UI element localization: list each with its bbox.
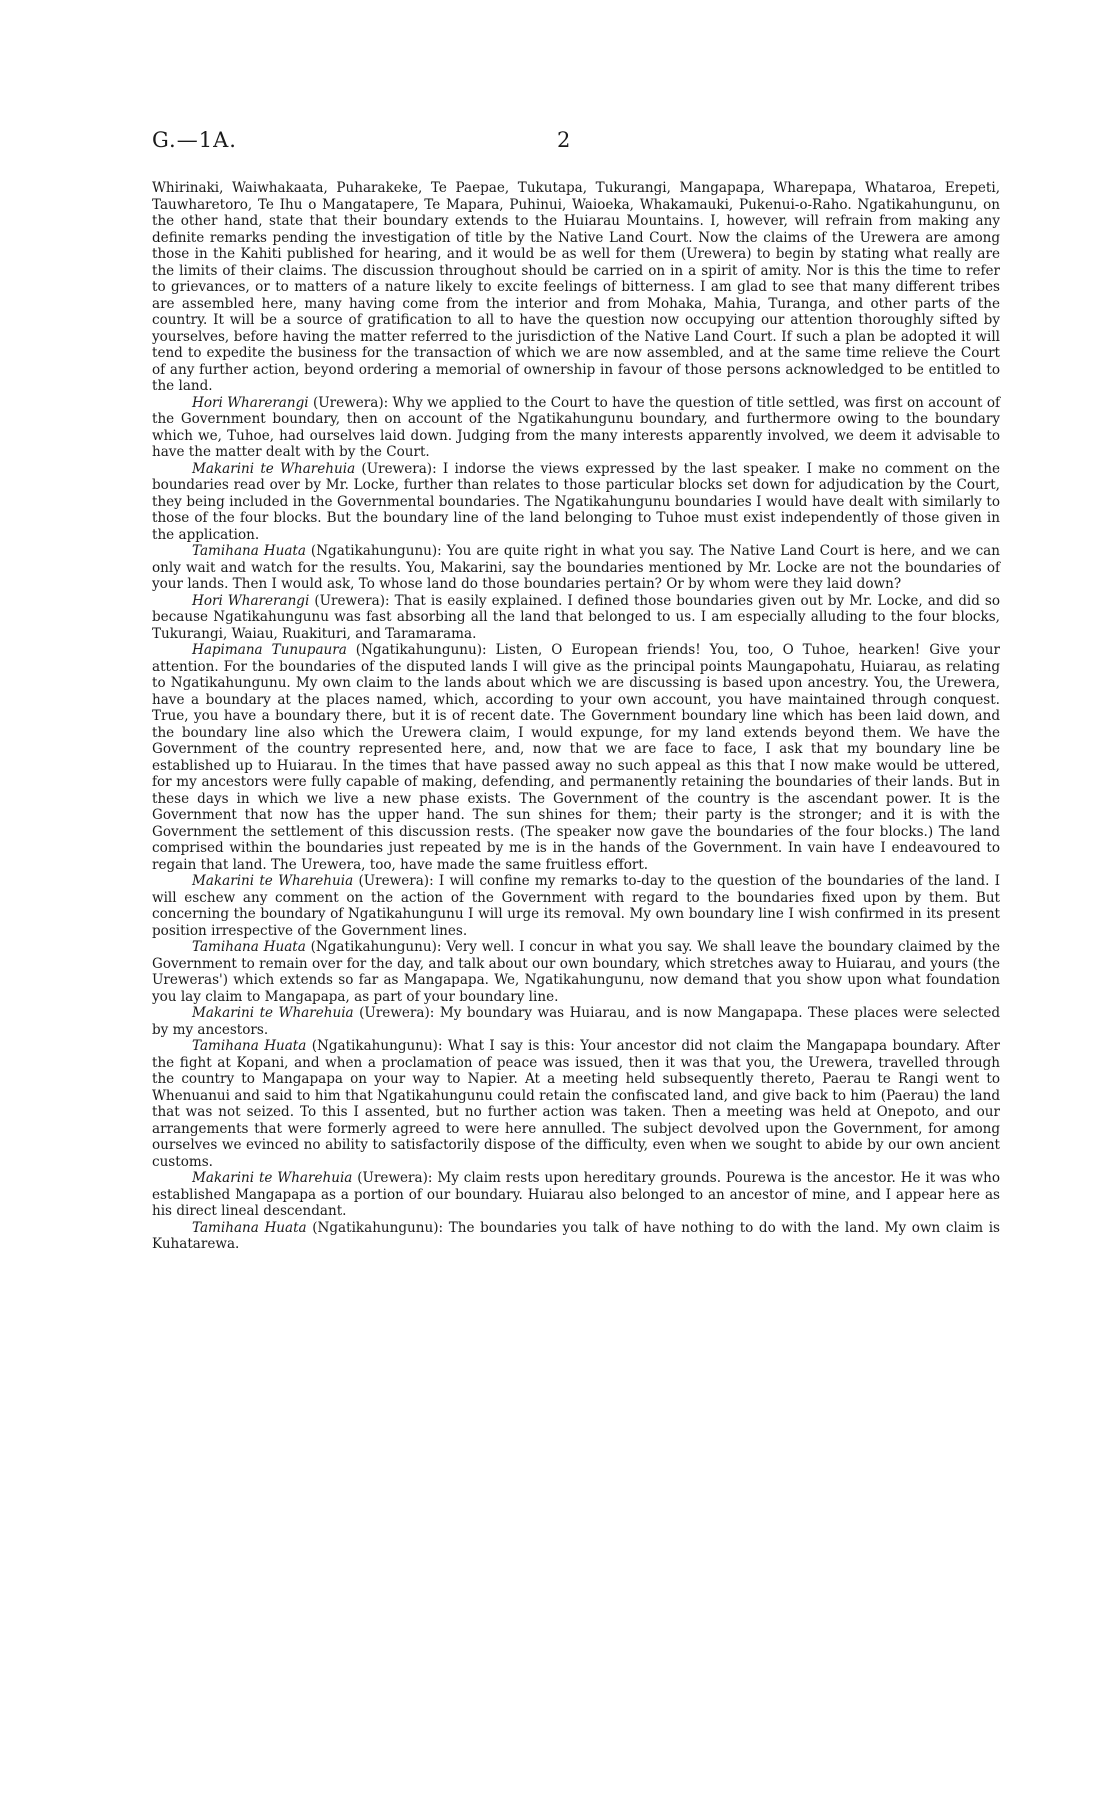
speaker-tribe: (Urewera): (358, 873, 434, 889)
speaker-tribe: (Ngatikahungunu): (310, 543, 442, 559)
page-header (152, 128, 982, 154)
speaker-tribe: (Urewera): (357, 1170, 433, 1186)
speech-text: Why we applied to the Court to have the question of title settled, was first on account of the Government boundary, then on account of the Ngatikahungunu boundary, and furthermore owing to the boundary which we, Tuhoe, had ourselves laid down. Judging from the many interests apparently involved, we deem it advisable to have the matter dealt with by the Court. (152, 394, 1000, 460)
speech-text: My claim rests upon hereditary grounds. Pourewa is the ancestor. He it was who established Mangapapa as a portion of our boundary. Huiarau also belonged to an ancestor of mine, and I appear here as his direct lineal descendant. (152, 1170, 1001, 1219)
speech-paragraph (152, 1005, 1000, 1038)
document-reference: G.—1A. (152, 128, 237, 152)
speech-paragraph (152, 461, 1000, 544)
speaker-tribe: (Urewera): (314, 592, 390, 609)
speech-paragraph (152, 873, 1000, 939)
speech-text: I will confine my remarks to-day to the question of the boundaries of the land. I will eschew any comment on the action of the Government with regard to the boundaries fixed upon by them. But concerning the boundary of Ngatikahungunu I will urge its removal. My own boundary line I wish confirmed in its present position irrespective of the Government lines. (152, 873, 1000, 939)
speaker-name: Tamihana Huata (192, 939, 306, 955)
speaker-name: Tamihana Huata (192, 1219, 307, 1236)
speaker-tribe: (Urewera): (312, 394, 389, 411)
speech-text: The boundaries you talk of have nothing to do with the land. My own claim is Kuhatarewa. (152, 1219, 1000, 1252)
speech-text: You are quite right in what you say. The Native Land Court is here, and we can only wait and watch for the results. You, Makarini, say the boundaries mentioned by Mr. Locke are not the boundaries of your lands. Then I would ask, To whose land do those boundaries pertain? Or by whom were they laid down? (152, 543, 1000, 592)
page-number: 2 (557, 128, 571, 152)
speaker-name: Makarini te Wharehuia (192, 1170, 353, 1186)
speech-paragraph (152, 1220, 1000, 1253)
speech-paragraph (152, 939, 1000, 1005)
speaker-tribe: (Ngatikahungunu): (310, 939, 442, 955)
speaker-tribe: (Ngatikahungunu): (311, 1038, 443, 1054)
speech-paragraph (152, 642, 1000, 873)
speaker-tribe: (Ngatikahungunu): (312, 1219, 444, 1236)
speech-text: That is easily explained. I defined those boundaries given out by Mr. Locke, and did so because Ngatikahungunu was fast absorbing all the land that belonged to us. I am especially alluding to the four blocks, Tukurangi, Waiau, Ruakituri, and Taramarama. (152, 592, 1001, 642)
speaker-name: Hori Wharerangi (192, 592, 310, 609)
speech-paragraph (152, 1038, 1000, 1170)
speech-text: I indorse the views expressed by the last speaker. I make no comment on the boundaries read over by Mr. Locke, further than relates to those particular blocks set down for adjudication by the Court, they being included in the Governmental boundaries. The Ngatikahungunu boundaries I would have dealt with similarly to those of the four blocks. But the boundary line of the land belonging to Tuhoe must exist independently of those given in the application. (152, 460, 1000, 543)
speech-paragraph (152, 593, 1000, 643)
speech-text: Listen, O European friends! You, too, O Tuhoe, hearken! Give your attention. For the boundaries of the disputed lands I will give as the principal points Maungapohatu, Huiarau, as relating to Ngatikahungunu. My own claim to the lands about which we are discussing is based upon ancestry. You, the Urewera, have a boundary at the places named, which, according to your own account, you have maintained through conquest. True, you have a boundary there, but it is of recent date. The Government boundary line which has been laid down, and the boundary line also which the Urewera claim, I would expunge, for my land extends beyond them. We have the Government of the country represented here, and, now that we are face to face, I ask that my boundary line be established up to Huiarau. In the times that have passed away no such appeal as this that I now make would be uttered, for my ancestors were fully capable of making, defending, and permanently retaining the boundaries of their lands. But in these days in which we live a new phase exists. The Government of the country is the ascendant power. It is the Government that now has the upper hand. The sun shines for them; their party is the stronger; and it is with the Government the settlement of this discussion rests. (The speaker now gave the boundaries of the four blocks.) The land comprised within the boundaries just repeated by me is in the hands of the Government. In vain have I endeavoured to regain that land. The Urewera, too, have made the same fruitless effort. (152, 642, 1000, 873)
document-body (152, 180, 1000, 1253)
speaker-tribe: (Ngatikahungunu): (355, 642, 487, 658)
speech-paragraph (152, 395, 1000, 461)
speech-paragraph (152, 543, 1000, 593)
speaker-name: Tamihana Huata (192, 543, 306, 559)
speaker-tribe: (Urewera): (359, 1005, 435, 1021)
speaker-name: Hapimana Tunupaura (192, 642, 347, 658)
speech-text: My boundary was Huiarau, and is now Mangapapa. These places were selected by my ancestors. (152, 1005, 1001, 1038)
speech-paragraph (152, 1170, 1000, 1220)
opening-paragraph: Whirinaki, Waiwhakaata, Puharakeke, Te Paepae, Tukutapa, Tukurangi, Mangapapa, Wharepapa, Whataroa, Erepeti, Tauwharetoro, Te Ihu o Mangatapere, Te Mapara, Puhinui, Waioeka, Whakamauki, Pukenui-o-Raho. Ngatikahungunu, on the other hand, state that their boundary extends to the Huiarau Mountains. I, however, will refrain from making any definite remarks pending the investigation of title by the Native Land Court. Now the claims of the Urewera are among those in the Kahiti published for hearing, and it would be as well for them (Urewera) to begin by stating what really are the limits of their claims. The discussion throughout should be carried on in a spirit of amity. Nor is this the time to refer to grievances, or to matters of a nature likely to excite feelings of bitterness. I am glad to see that many different tribes are assembled here, many having come from the interior and from Mohaka, Mahia, Turanga, and other parts of the country. It will be a source of gratification to all to have the question now occupying our attention thoroughly sifted by yourselves, before having the matter referred to the jurisdiction of the Native Land Court. If such a plan be adopted it will tend to expedite the business for the transaction of which we are now assembled, and at the same time relieve the Court of any further action, beyond ordering a memorial of ownership in favour of those persons acknowledged to be entitled to the land. (152, 180, 1000, 394)
speaker-name: Makarini te Wharehuia (192, 1005, 354, 1021)
speaker-name: Makarini te Wharehuia (192, 873, 354, 889)
speaker-tribe: (Urewera): (361, 460, 437, 477)
speaker-name: Makarini te Wharehuia (192, 460, 356, 477)
speech-text: What I say is this: Your ancestor did not claim the Mangapapa boundary. After the fight at Kopani, and when a proclamation of peace was issued, then it was that you, the Urewera, travelled through the country to Mangapapa on your way to Napier. At a meeting held subsequently thereto, Paerau te Rangi went to Whenuanui and said to him that Ngatikahungunu could retain the confiscated land, and give back to him (Paerau) the land that was not seized. To this I assented, but no further action was taken. Then a meeting was held at Onepoto, and our arrangements that were formerly agreed to were here annulled. The subject devolved upon the Government, for among ourselves we evinced no ability to satisfactorily dispose of the difficulty, even when we sought to abide by our own ancient customs. (152, 1038, 1000, 1170)
speech-text: Very well. I concur in what you say. We shall leave the boundary claimed by the Government to remain over for the day, and talk about our own boundary, which stretches away to Huiarau, and yours (the Ureweras') which extends so far as Mangapapa. We, Ngatikahungunu, now demand that you show upon what foundation you lay claim to Mangapapa, as part of your boundary line. (152, 939, 1000, 1005)
speaker-name: Tamihana Huata (192, 1038, 307, 1054)
speaker-name: Hori Wharerangi (192, 394, 309, 411)
